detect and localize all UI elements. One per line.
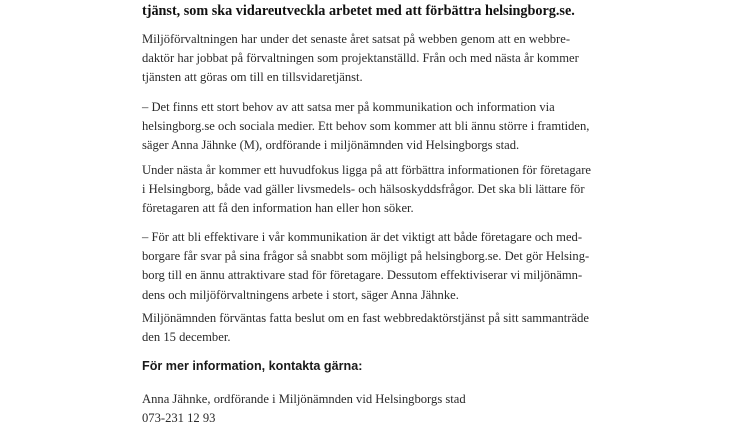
contact-name-line: Anna Jähnke, ordförande i Miljönämnden vid Helsingborgs stad bbox=[142, 392, 466, 406]
paragraph-line: säger Anna Jähnke (M), ordförande i miljönämnden vid Helsingborgs stad. bbox=[142, 138, 520, 153]
paragraph-quote-effektivare bbox=[142, 228, 589, 305]
paragraph-quote-behov bbox=[142, 98, 589, 156]
contact-heading: För mer information, kontakta gärna: bbox=[142, 359, 363, 373]
contact-details bbox=[142, 390, 466, 428]
paragraph-line: tjänsten att göras om till en tillsvidaretjänst. bbox=[142, 70, 363, 85]
paragraph-line: daktör har jobbat på förvaltningen som projektanställd. Från och med nästa år kommer bbox=[142, 51, 579, 66]
paragraph-beslut bbox=[142, 309, 589, 347]
paragraph-line: i Helsingborg, både vad gäller livsmedels- och hälsoskyddsfrågor. Det ska bli lättare för bbox=[142, 182, 585, 197]
paragraph-line: borgare får svar på sina frågor så snabbt som möjligt på helsingborg.se. Det gör Helsing- bbox=[142, 249, 590, 264]
paragraph-line: Miljönämnden förväntas fatta beslut om en fast webbredaktörstjänst på sitt sammanträde bbox=[142, 311, 589, 325]
paragraph-line: företagaren att få den information han eller hon söker. bbox=[142, 201, 414, 216]
lead-sentence: tjänst, som ska vidareutveckla arbetet med att förbättra helsingborg.se. bbox=[142, 3, 575, 19]
paragraph-line: helsingborg.se och sociala medier. Ett behov som kommer att bli ännu större i framtiden, bbox=[142, 119, 590, 134]
paragraph-webbredaktor bbox=[142, 30, 579, 88]
paragraph-line: dens och miljöförvaltningens arbete i stort, säger Anna Jähnke. bbox=[142, 287, 459, 302]
paragraph-line: – Det finns ett stort behov av att satsa mer på kommunikation och information via bbox=[142, 100, 555, 114]
contact-phone-line: 073-231 12 93 bbox=[142, 411, 216, 426]
paragraph-huvudfokus bbox=[142, 161, 591, 219]
paragraph-line: borg till en ännu attraktivare stad för företagare. Dessutom effektiviserar vi miljönämn- bbox=[142, 268, 583, 283]
paragraph-line: – För att bli effektivare i vår kommunikation är det viktigt att både företagare och med- bbox=[142, 230, 583, 244]
paragraph-line: den 15 december. bbox=[142, 330, 231, 345]
paragraph-line: Miljöförvaltningen har under det senaste året satsat på webben genom att en webbre- bbox=[142, 32, 571, 46]
paragraph-line: Under nästa år kommer ett huvudfokus ligga på att förbättra informationen för företagare bbox=[142, 163, 592, 177]
